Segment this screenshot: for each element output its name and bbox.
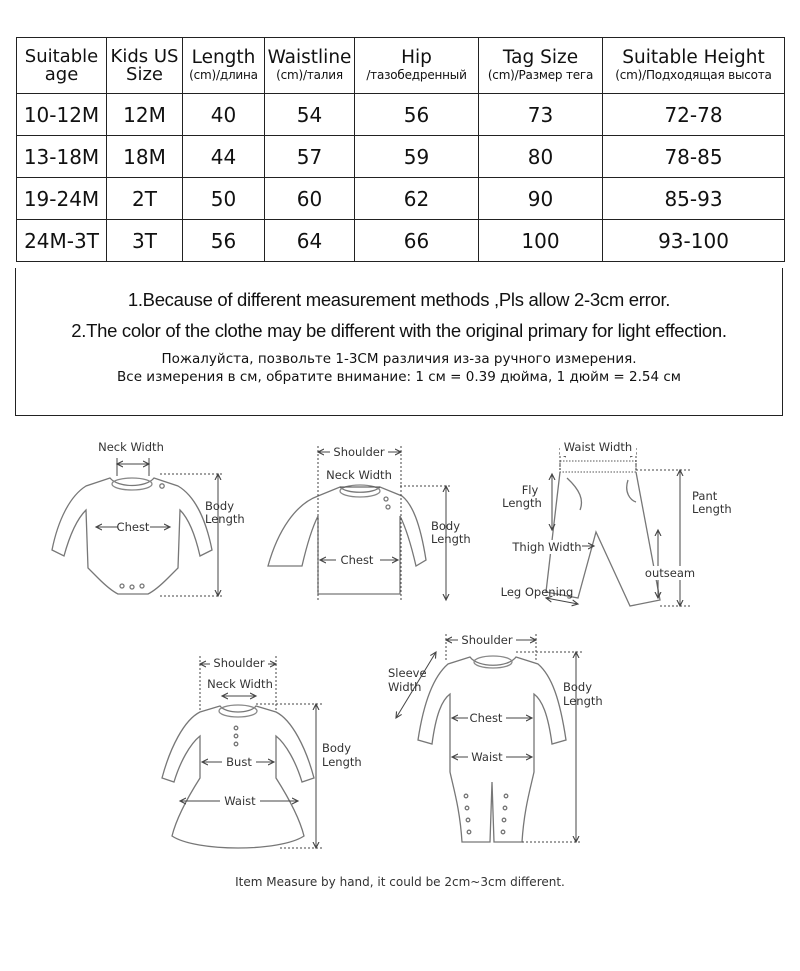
cell-tag-size: 80: [479, 136, 603, 178]
label-bust: Bust: [226, 755, 252, 769]
label-neck-width: Neck Width: [326, 468, 392, 482]
romper-diagram: [418, 656, 566, 842]
bodysuit-diagram: [52, 478, 212, 594]
cell-age: 13-18M: [17, 136, 107, 178]
cell-age: 24M-3T: [17, 220, 107, 262]
cell-waistline: 64: [265, 220, 355, 262]
cell-tag-size: 90: [479, 178, 603, 220]
table-row: [17, 178, 785, 220]
footer-note: Item Measure by hand, it could be 2cm~3cm different.: [235, 875, 565, 889]
label-pant-length: Length: [692, 502, 732, 516]
table-row: [17, 220, 785, 262]
label-waist: Waist: [224, 794, 256, 808]
label-length: Length: [563, 694, 603, 708]
cell-height: 93-100: [603, 220, 785, 262]
cell-length: 40: [183, 94, 265, 136]
label-body: Body: [563, 680, 593, 694]
label-chest: Chest: [469, 711, 503, 725]
table-row: [17, 136, 785, 178]
label-waist: Waist: [471, 750, 503, 764]
label-body: Body: [431, 519, 461, 533]
label-fly-length: Length: [502, 496, 542, 510]
cell-size: 12M: [107, 94, 183, 136]
header-hip: Hip /тазобедренный: [355, 38, 479, 94]
label-neck-width: Neck Width: [207, 677, 273, 691]
header-waistline: Waistline (cm)/талия: [265, 38, 355, 94]
cell-size: 3T: [107, 220, 183, 262]
note-color-difference: 2.The color of the clothe may be different with the original primary for light effection.: [71, 320, 727, 341]
label-chest: Chest: [116, 520, 150, 534]
header-suitable-age: Suitable age: [17, 38, 107, 94]
cell-size: 18M: [107, 136, 183, 178]
label-length: Length: [205, 512, 245, 526]
cell-size: 2T: [107, 178, 183, 220]
label-thigh-width: Thigh Width: [512, 540, 582, 554]
label-neck-width: Neck Width: [98, 440, 164, 454]
label-chest: Chest: [340, 553, 374, 567]
cell-age: 19-24M: [17, 178, 107, 220]
label-sleeve-width: Width: [388, 680, 422, 694]
cell-waistline: 60: [265, 178, 355, 220]
header-kids-us-size: Kids US Size: [107, 38, 183, 94]
cell-tag-size: 73: [479, 94, 603, 136]
label-shoulder: Shoulder: [333, 445, 385, 459]
cell-age: 10-12M: [17, 94, 107, 136]
cell-tag-size: 100: [479, 220, 603, 262]
size-table: [16, 37, 785, 262]
cell-hip: 66: [355, 220, 479, 262]
cell-waistline: 54: [265, 94, 355, 136]
note-russian-measurement: Пожалуйста, позвольте 1-3CM различия из-за ручного измерения.: [161, 351, 637, 367]
cell-hip: 56: [355, 94, 479, 136]
cell-hip: 59: [355, 136, 479, 178]
header-suitable-height: Suitable Height (cm)/Подходящая высота: [603, 38, 785, 94]
header-length: Length (cm)/длина: [183, 38, 265, 94]
cell-hip: 62: [355, 178, 479, 220]
tshirt-diagram: [268, 485, 426, 594]
label-leg-opening: Leg Opening: [500, 585, 574, 599]
cell-height: 85-93: [603, 178, 785, 220]
notes-box: [15, 268, 783, 416]
table-header-row: [17, 38, 785, 94]
cell-length: 50: [183, 178, 265, 220]
label-body: Body: [322, 741, 352, 755]
diagram-canvas: [0, 420, 800, 880]
cell-height: 72-78: [603, 94, 785, 136]
label-shoulder: Shoulder: [461, 633, 513, 647]
cell-length: 44: [183, 136, 265, 178]
cell-length: 56: [183, 220, 265, 262]
note-measurement-error: 1.Because of different measurement methods ,Pls allow 2-3cm error.: [127, 289, 671, 310]
label-length: Length: [322, 755, 362, 769]
label-shoulder: Shoulder: [213, 656, 265, 670]
label-body: Body: [205, 499, 235, 513]
dress-diagram: [162, 705, 314, 848]
label-length: Length: [431, 532, 471, 546]
cell-height: 78-85: [603, 136, 785, 178]
label-outseam: outseam: [644, 566, 696, 580]
header-tag-size: Tag Size (cm)/Размер тега: [479, 38, 603, 94]
cell-waistline: 57: [265, 136, 355, 178]
note-russian-units: Все измерения в см, обратите внимание: 1 см = 0.39 дюйма, 1 дюйм = 2.54 см: [117, 369, 681, 385]
label-waist-width: Waist Width: [563, 440, 633, 454]
label-pant: Pant: [692, 489, 718, 503]
label-fly: Fly: [521, 483, 539, 497]
measurement-diagrams: [0, 420, 800, 920]
table-row: [17, 94, 785, 136]
label-sleeve: Sleeve: [388, 666, 427, 680]
